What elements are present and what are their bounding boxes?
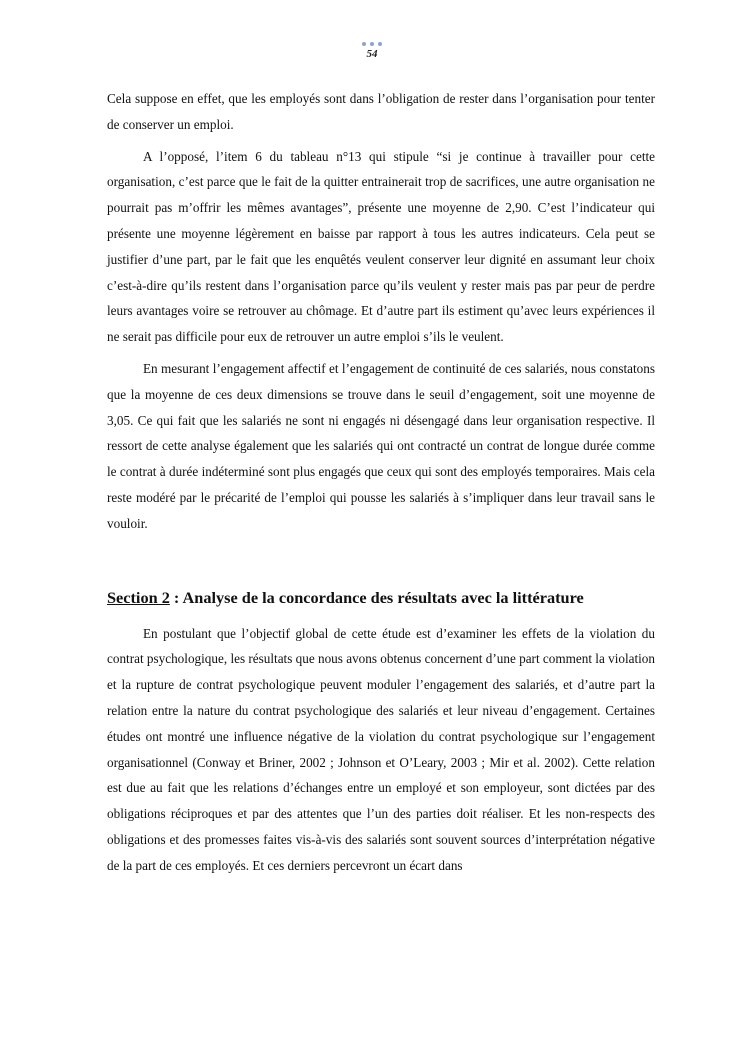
- section-heading: [107, 585, 655, 611]
- decorative-dots-icon: [0, 40, 744, 48]
- document-body: [107, 86, 655, 879]
- paragraph-3: En mesurant l’engagement affectif et l’engagement de continuité de ces salariés, nous constatons que la moyenne de ces deux dimensions se trouve dans le seuil d’engagement, soit une moyenne de 3,05. Ce qui fait que les salariés ne sont ni engagés ni désengagé dans leur organisation respective. Il ressort de cette analyse également que les salariés qui ont contracté un contrat de longue durée comme le contrat à durée indéterminé sont plus engagés que ceux qui sont des employés temporaires. Mais cela reste modéré par le précarité de l’emploi qui pousse les salariés à s’impliquer dans leur travail sans le vouloir.: [107, 360, 655, 531]
- page-header: [0, 40, 744, 60]
- page-number: 54: [366, 48, 378, 60]
- dot-icon: [362, 42, 366, 46]
- dot-icon: [378, 42, 382, 46]
- section-label: Section 2: [107, 587, 170, 607]
- paragraph-4: En postulant que l’objectif global de cette étude est d’examiner les effets de la violation du contrat psychologique, les résultats que nous avons obtenus concernent d’une part comment la violation et la rupture de contrat psychologique peuvent moduler l’engagement des salariés, et d’autre part la relation entre la nature du contrat psychologique des salariés et leur niveau d’engagement. Certaines études ont montré une influence négative de la violation du contrat psychologique sur l’engagement organisationnel (Conway et Briner, 2002 ; Johnson et O’Leary, 2003 ; Mir et al. 2002). Cette relation est due au fait que les relations d’échanges entre un employé et son employeur, sont dictées par des obligations réciproques et par des attentes que l’un des parties doit réaliser. Et les non-respects des obligations et des promesses faites vis-à-vis des salariés sont souvent sources d’interprétation négative de la part de ces employés. Et ces derniers percevront un écart dans: [107, 625, 655, 873]
- section-title: : Analyse de la concordance des résultats avec la littérature: [169, 587, 584, 607]
- dot-icon: [370, 42, 374, 46]
- paragraph-2: A l’opposé, l’item 6 du tableau n°13 qui stipule “si je continue à travailler pour cette organisation, c’est parce que le fait de la quitter entrainerait trop de sacrifices, une autre organisation ne pourrait pas m’offrir les mêmes avantages”, présente une moyenne de 2,90. C’est l’indicateur qui présente une moyenne légèrement en baisse par rapport à tous les autres indicateurs. Cela peut se justifier d’une part, par le fait que les enquêtés veulent conserver leur dignité en assumant leur choix c’est-à-dire qu’ils restent dans l’organisation parce qu’ils veulent y rester mais pas par peur de perdre leurs avantages voire se retrouver au chômage. Et d’autre part ils estiment qu’avec leurs expériences il ne serait pas difficile pour eux de retrouver un autre emploi s’ils le veulent.: [107, 148, 655, 345]
- paragraph-1: Cela suppose en effet, que les employés sont dans l’obligation de rester dans l’organisation pour tenter de conserver un emploi.: [107, 91, 655, 132]
